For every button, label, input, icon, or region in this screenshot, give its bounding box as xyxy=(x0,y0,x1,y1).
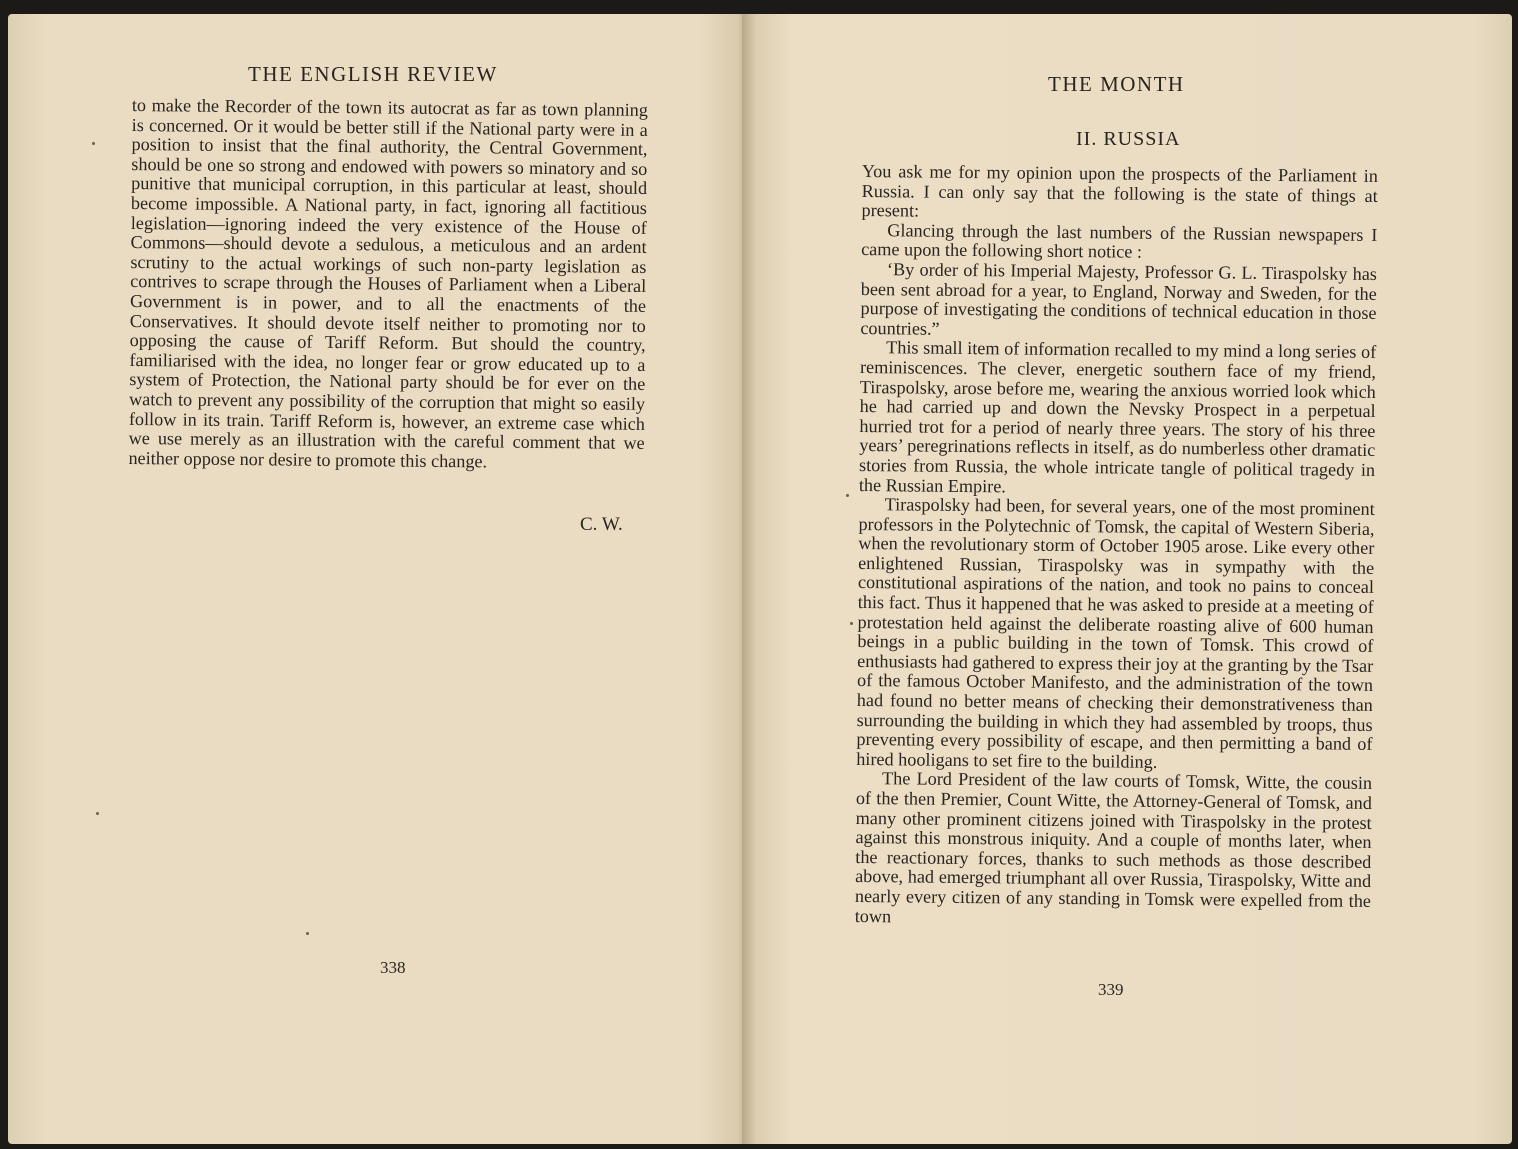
right-running-head: THE MONTH xyxy=(1048,72,1185,96)
paper-speck xyxy=(306,932,309,935)
right-paragraph-2: Glancing through the last numbers of the Russian newspapers I came upon the following short notice : xyxy=(861,220,1378,263)
paper-speck xyxy=(96,812,99,815)
right-paragraph-6: The Lord President of the law courts of Tomsk, Witte, the cousin of the then Premier, Count Witte, the Attorney-General of Tomsk, and many other prominent citizens joined with Tiraspolsky in the protest against this monstrous iniquity. And a couple of months later, when the reactionary forces, thanks to such methods as those described above, had emerged triumphant all over Russia, Tiraspolsky, Witte and nearly every citizen of any standing in Tomsk were expelled from the town xyxy=(854,768,1373,926)
right-paragraph-4: This small item of information recalled to my mind a long series of reminiscences. The clever, energetic southern face of my friend, Tiraspolsky, arose before me, wearing the anxious worried look which he had carried up and down the Nevsky Prospect in a perpetual hurried trot for a period of nearly three years. The story of his three years’ peregrinations reflects in itself, as do numberless other dramatic stories from Russia, the whole intricate tangle of political tragedy in the Russian Empire. xyxy=(858,337,1377,496)
author-signature: C. W. xyxy=(580,514,623,535)
left-running-head: THE ENGLISH REVIEW xyxy=(248,62,498,86)
left-page-number: 338 xyxy=(380,958,406,977)
paper-speck xyxy=(92,142,95,145)
right-paragraph-3: ‘By order of his Imperial Majesty, Professor G. L. Tiraspolsky has been sent abroad for a year, to England, Norway and Sweden, for the purpose of investigating the conditions of technical education in those countries.” xyxy=(860,259,1378,339)
right-page-number: 339 xyxy=(1098,980,1124,999)
left-paragraph-1: to make the Recorder of the town its autocrat as far as town planning is concerned. Or it would be better still if the National party were in a position to insist that the final authority, the Central Government, should be one so strong and endowed with powers so minatory and so punitive that municipal corruption, in this particular at least, should become impossible. A National party, in fact, ignoring all factitious legislation—ignoring indeed the very existence of the House of Commons—should devote a sedulous, a meticulous and an ardent scrutiny to the actual workings of such non-party legislation as contrives to scrape through the Houses of Parliament when a Liberal Government is in power, and to all the enactments of the Conservatives. It should devote itself neither to promoting nor to opposing the cause of Tariff Reform. But should the country, familiarised with the idea, no longer fear or grow educated up to a system of Protection, the National party should be for ever on the watch to prevent any possibility of the corruption that might so easily follow in its train. Tariff Reform is, however, an extreme case which we use merely as an illustration with the careful comment that we neither oppose nor desire to promote this change. xyxy=(128,95,648,472)
right-page xyxy=(742,14,1512,1144)
right-paragraph-1: You ask me for my opinion upon the prospects of the Parliament in Russia. I can only say that the following is the state of things at present: xyxy=(861,161,1378,221)
right-body-text xyxy=(855,162,1378,931)
left-body-text xyxy=(128,96,648,473)
left-page xyxy=(8,14,748,1144)
right-paragraph-5: Tiraspolsky had been, for several years, one of the most prominent professors in the Polytechnic of Tomsk, the capital of Western Siberia, when the revolutionary storm of October 1905 arose. Like every other enlightened Russian, Tiraspolsky was in sympathy with the constitutional aspirations of the nation, and took no pains to conceal this fact. Thus it happened that he was asked to preside at a meeting of protestation held against the deliberate roasting alive of 600 human beings in a public building in the town of Tomsk. This crowd of enthusiasts had gathered to express their joy at the granting by the Tsar of the famous October Manifesto, and the administration of the town had found no better means of checking their demonstrativeness than surrounding the building in which they had assembled by troops, thus preventing every possibility of escape, and then permitting a band of hired hooligans to set fire to the building. xyxy=(856,494,1375,772)
section-heading: II. RUSSIA xyxy=(1076,128,1181,150)
paper-speck xyxy=(846,494,849,497)
paper-speck xyxy=(850,622,853,625)
